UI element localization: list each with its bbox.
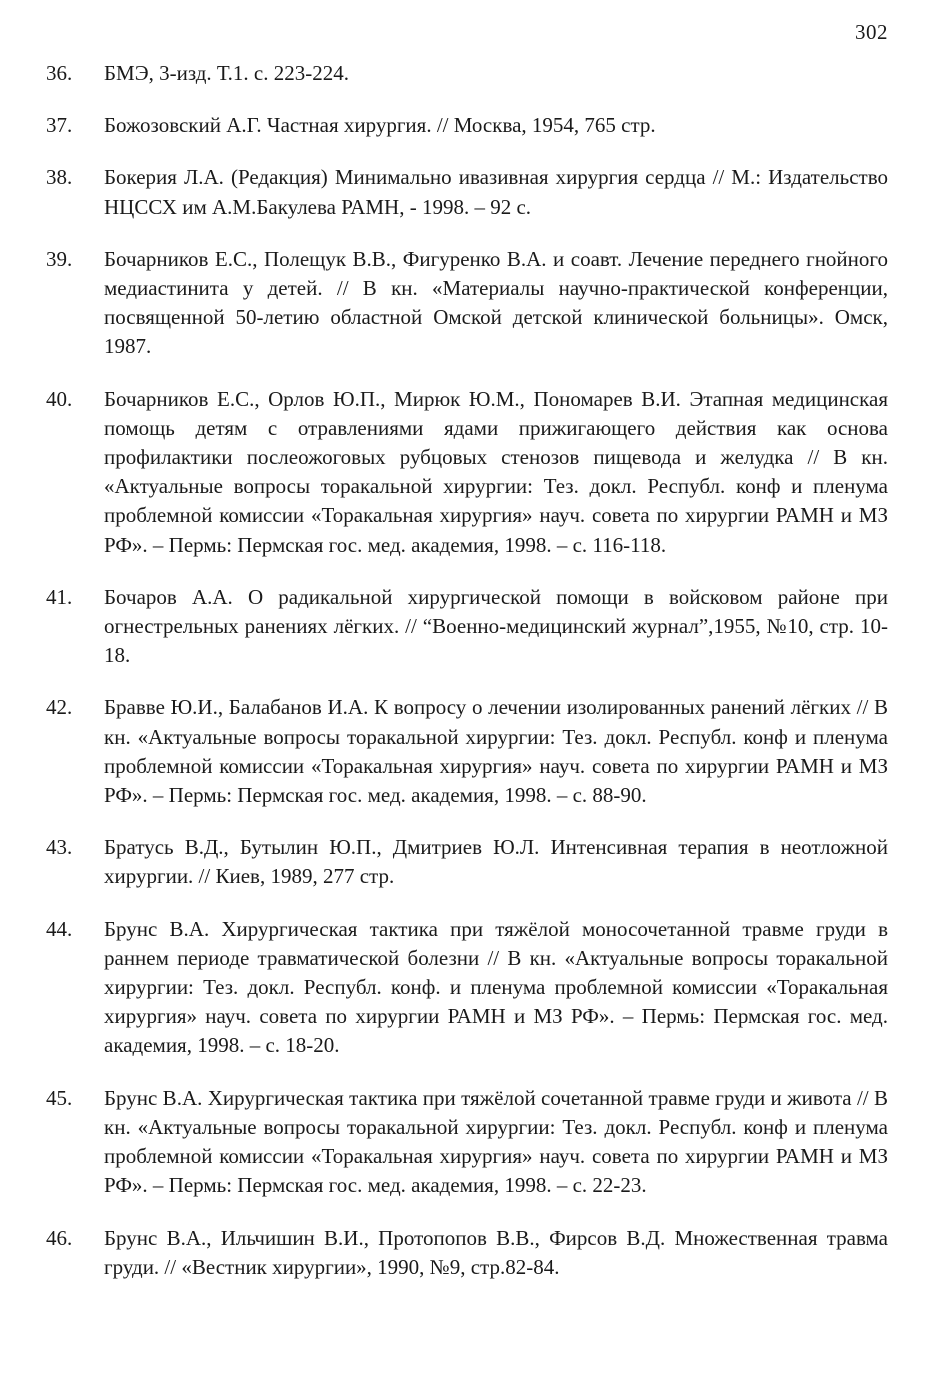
reference-number: 43. xyxy=(46,835,73,860)
reference-item xyxy=(46,111,888,140)
reference-item xyxy=(46,245,888,362)
reference-text: БМЭ, 3-изд. Т.1. с. 223-224. xyxy=(104,61,349,85)
reference-item xyxy=(46,833,888,891)
reference-item xyxy=(46,163,888,221)
reference-number: 39. xyxy=(46,246,73,271)
reference-text: Брунс В.А. Хирургическая тактика при тяжёлой сочетанной травме груди и живота // В кн. «Актуальные вопросы торакальной хирургии: Тез. докл. Республ. конф и пленума проблемной комиссии «Торакальная хирургия» науч. совета по хирургии РАМН и МЗ РФ». – Пермь: Пермская гос. мед. академия, 1998. – с. 22-23. xyxy=(104,1085,888,1198)
reference-item xyxy=(46,59,888,88)
reference-text: Братусь В.Д., Бутылин Ю.П., Дмитриев Ю.Л. Интенсивная терапия в неотложной хирургии. // Киев, 1989, 277 стр. xyxy=(104,835,888,889)
reference-item xyxy=(46,583,888,671)
reference-text: Бочарников Е.С., Орлов Ю.П., Мирюк Ю.М., Пономарев В.И. Этапная медицинская помощь детям с отравлениями ядами прижигающего действия как основа профилактики послеожоговых рубцовых стенозов пищевода и желудка // В кн. «Актуальные вопросы торакальной хирургии: Тез. докл. Республ. конф и пленума проблемной комиссии «Торакальная хирургия» науч. совета по хирургии РАМН и МЗ РФ». – Пермь: Пермская гос. мед. академия, 1998. – с. 116-118. xyxy=(104,386,888,557)
reference-item xyxy=(46,693,888,810)
reference-number: 46. xyxy=(46,1225,73,1250)
reference-number: 40. xyxy=(46,386,73,411)
reference-text: Бочаров А.А. О радикальной хирургической помощи в войсковом районе при огнестрельных ранениях лёгких. // “Военно-медицинский журнал”,1955, №10, стр. 10-18. xyxy=(104,584,888,668)
reference-text: Бокерия Л.А. (Редакция) Минимально ивазивная хирургия сердца // М.: Издательство НЦССХ им А.М.Бакулева РАМН, - 1998. – 92 с. xyxy=(104,165,888,219)
reference-number: 38. xyxy=(46,165,73,190)
reference-number: 45. xyxy=(46,1085,73,1110)
reference-text: Брунс В.А. Хирургическая тактика при тяжёлой моносочетанной травме груди в раннем периоде травматической болезни // В кн. «Актуальные вопросы торакальной хирургии: Тез. докл. Республ. конф. и пленума проблемной комиссии «Торакальная хирургия» науч. совета по хирургии РАМН и МЗ РФ». – Пермь: Пермская гос. мед. академия, 1998. – с. 18-20. xyxy=(104,916,888,1058)
reference-text: Брунс В.А., Ильчишин В.И., Протопопов В.В., Фирсов В.Д. Множественная травма груди. // «Вестник хирургии», 1990, №9, стр.82-84. xyxy=(104,1225,888,1279)
reference-number: 42. xyxy=(46,695,73,720)
page-number: 302 xyxy=(855,20,888,44)
reference-number: 41. xyxy=(46,584,73,609)
reference-item xyxy=(46,385,888,560)
reference-number: 36. xyxy=(46,61,73,85)
reference-item xyxy=(46,1084,888,1201)
reference-number: 44. xyxy=(46,916,73,941)
reference-number: 37. xyxy=(46,113,73,138)
reference-item xyxy=(46,1224,888,1282)
reference-text: Божозовский А.Г. Частная хирургия. // Москва, 1954, 765 стр. xyxy=(104,113,656,138)
reference-text: Бочарников Е.С., Полещук В.В., Фигуренко В.А. и соавт. Лечение переднего гнойного медиастинита у детей. // В кн. «Материалы научно-практической конференции, посвященной 50-летию областной Омской детской клинической больницы». Омск, 1987. xyxy=(104,246,888,359)
reference-list xyxy=(46,59,888,1305)
reference-text: Бравве Ю.И., Балабанов И.А. К вопросу о лечении изолированных ранений лёгких // В кн. «Актуальные вопросы торакальной хирургии: Тез. докл. Республ. конф и пленума проблемной комиссии «Торакальная хирургия» науч. совета по хирургии РАМН и МЗ РФ». – Пермь: Пермская гос. мед. академия, 1998. – с. 88-90. xyxy=(104,695,888,808)
reference-item xyxy=(46,915,888,1061)
